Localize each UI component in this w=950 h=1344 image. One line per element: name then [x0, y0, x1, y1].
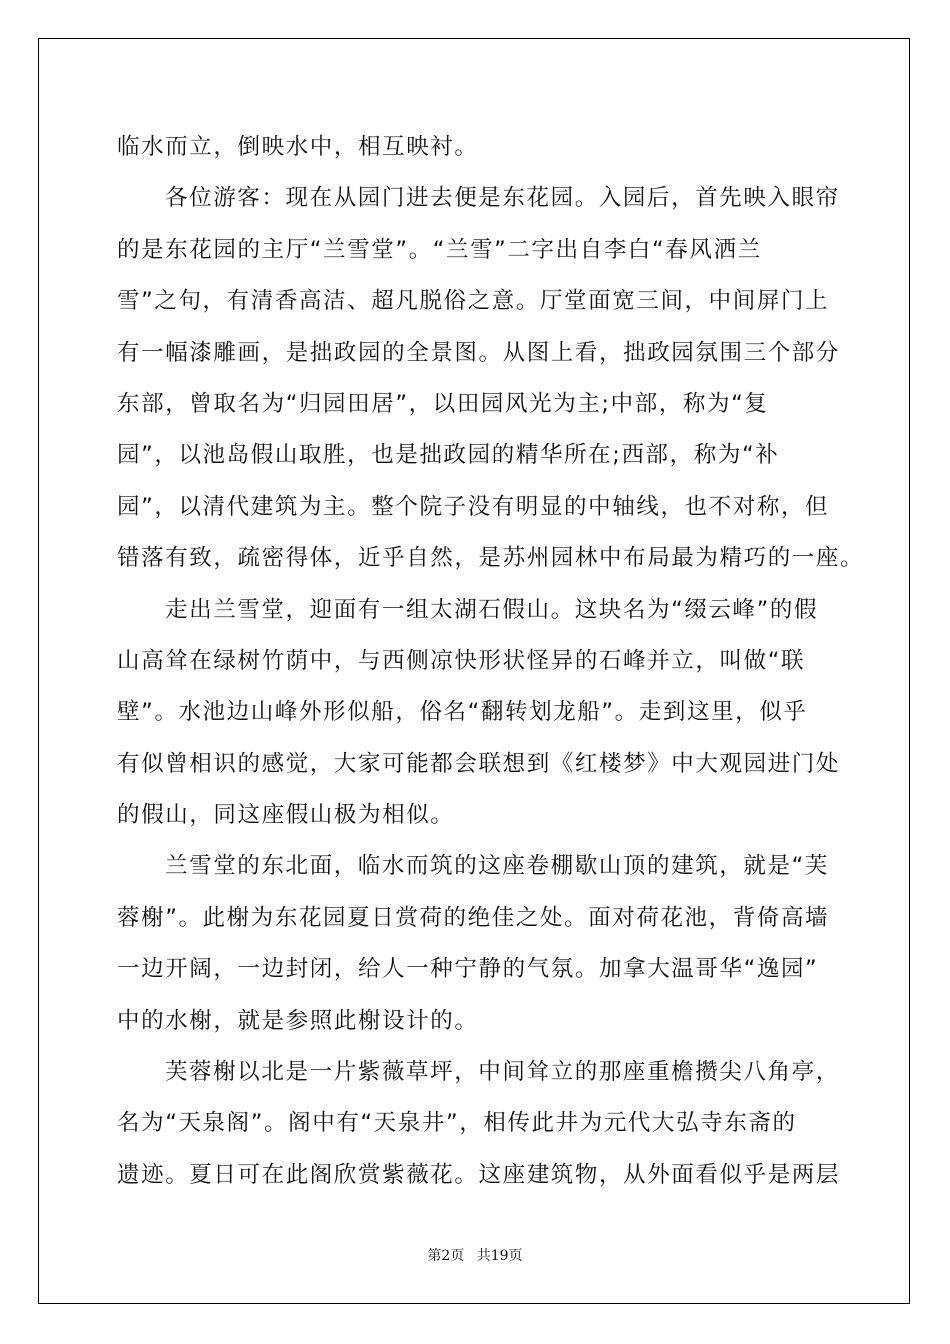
- text-line: 临水而立，倒映水中，相互映衬。: [117, 134, 479, 160]
- text-line: 山高耸在绿树竹荫中，与西侧凉快形状怪异的石峰并立，叫做“联: [117, 647, 806, 674]
- text-line: 雪”之句，有清香高洁、超凡脱俗之意。厅堂面宽三间，中间屏门上: [117, 288, 830, 315]
- text-line: 走出兰雪堂，迎面有一组太湖石假山。这块名为“缀云峰”的假: [165, 596, 819, 623]
- text-line: 错落有致，疏密得体，近乎自然，是苏州园林中布局最为精巧的一座。: [117, 545, 865, 572]
- document-body: [117, 122, 865, 1201]
- page-footer: [0, 1245, 950, 1265]
- text-line: 名为“天泉阁”。阁中有“天泉井”，相传此井为元代大弘寺东斋的: [117, 1110, 797, 1137]
- text-line: 的是东花园的主厅“兰雪堂”。“兰雪”二字出自李白“春风洒兰: [117, 236, 762, 263]
- text-line: 蓉榭”。此榭为东花园夏日赏荷的绝佳之处。面对荷花池，背倚高墙: [117, 904, 830, 931]
- text-line: 东部，曾取名为“归园田居”，以田园风光为主;中部，称为“复: [117, 390, 769, 417]
- text-line: 的假山，同这座假山极为相似。: [117, 802, 455, 829]
- text-line: 兰雪堂的东北面，临水而筑的这座卷棚歇山顶的建筑，就是“芙: [165, 853, 829, 880]
- text-line: 各位游客：现在从园门进去便是东花园。入园后，首先映入眼帘: [165, 185, 840, 212]
- text-line: 芙蓉榭以北是一片紫薇草坪，中间耸立的那座重檐攒尖八角亭，: [165, 1059, 840, 1086]
- text-line: 遗迹。夏日可在此阁欣赏紫薇花。这座建筑物，从外面看似乎是两层: [117, 1161, 841, 1188]
- text-line: 有一幅漆雕画，是拙政园的全景图。从图上看，拙政园氛围三个部分: [117, 339, 841, 366]
- text-line: 一边开阔，一边封闭，给人一种宁静的气氛。加拿大温哥华“逸园”: [117, 956, 819, 983]
- current-page-number: 第2页: [427, 1248, 465, 1264]
- text-line: 园”，以清代建筑为主。整个院子没有明显的中轴线，也不对称，但: [117, 493, 830, 520]
- total-pages: 共19页: [476, 1248, 523, 1264]
- text-line: 园”，以池岛假山取胜，也是拙政园的精华所在;西部，称为“补: [117, 442, 780, 469]
- text-line: 有似曾相识的感觉，大家可能都会联想到《红楼梦》中大观园进门处: [117, 750, 841, 777]
- text-line: 中的水榭，就是参照此榭设计的。: [117, 1007, 479, 1034]
- text-line: 壁”。水池边山峰外形似船，俗名“翻转划龙船”。走到这里，似乎: [117, 699, 808, 726]
